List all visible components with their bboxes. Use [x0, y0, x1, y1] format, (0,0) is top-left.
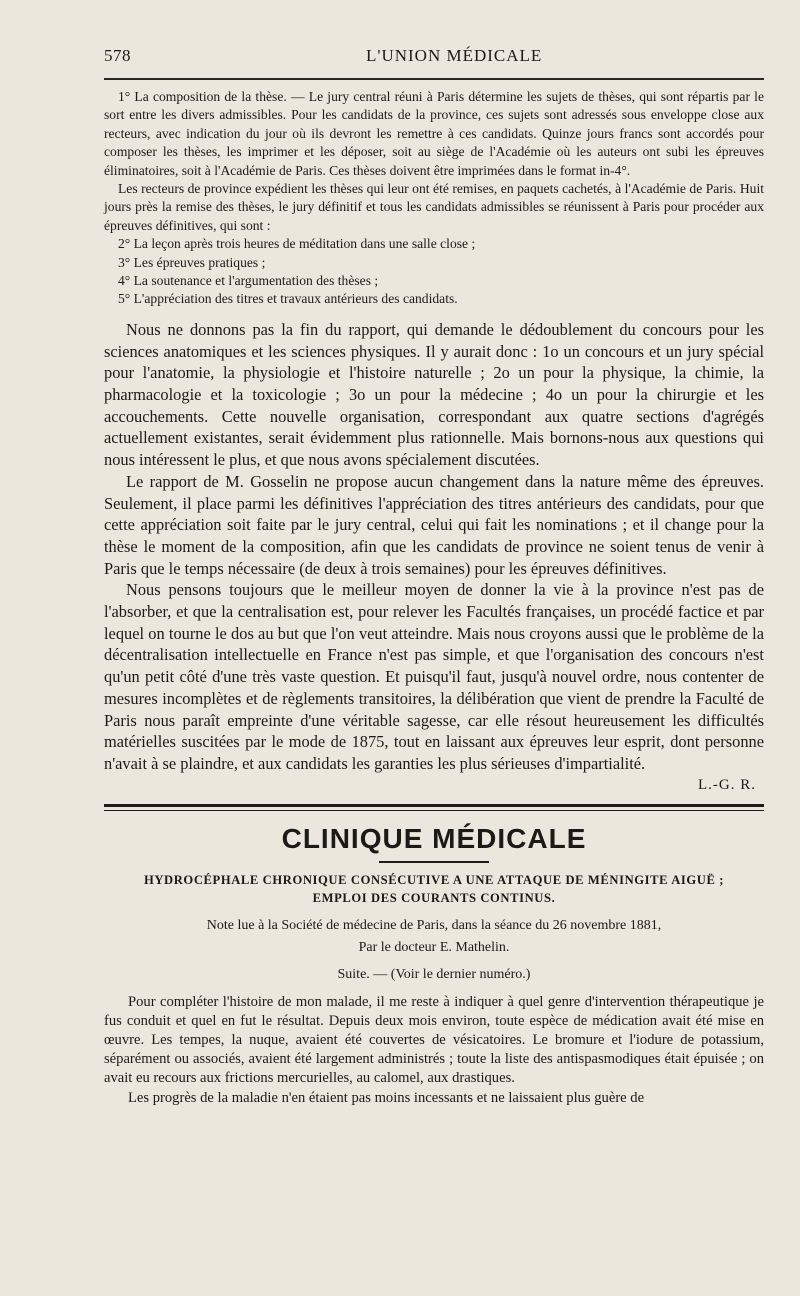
- page-number: 578: [104, 46, 131, 65]
- article-title-line-1: HYDROCÉPHALE CHRONIQUE CONSÉCUTIVE A UNE ATTAQUE DE MÉNINGITE AIGUË ;: [143, 872, 725, 887]
- suite-note: Suite. — (Voir le dernier numéro.): [337, 966, 531, 982]
- editorial-paragraph-3: Nous pensons toujours que le meilleur moyen de donner la vie à la province n'est pas de l'absorber, et que la centralisation est, pour relever les Facultés françaises, un procédé factice et par lequel on tourne le dos au but que l'on veut atteindre. Mais nous croyons aussi que le problème de la décentralisation intellectuelle en France n'est pas simple, et que l'organisation des concours n'est qu'un petit côté d'une très vaste question. Et puisqu'il faut, jusqu'à nouvel ordre, nous contenter de mesures incomplètes et de règlements transitoires, la délibération que vient de prendre la Faculté de Paris nous paraît empreinte d'une véritable sagesse, car elle résout heureusement les difficultés matérielles suscitées par le mode de 1875, tout en laissant aux épreuves leur esprit, dont personne n'avait à se plaindre, et aux candidats les garanties les plus sérieuses d'impartialité.: [104, 580, 764, 773]
- list-item: 3° Les épreuves pratiques ;: [118, 254, 266, 270]
- list-item: 5° L'appréciation des titres et travaux antérieurs des candidats.: [118, 291, 458, 307]
- section-divider: [104, 804, 764, 811]
- article-title-line-2: EMPLOI DES COURANTS CONTINUS.: [312, 890, 556, 905]
- epreuves-list: [104, 235, 764, 309]
- note-line: Note lue à la Société de médecine de Paris, dans la séance du 26 novembre 1881,: [206, 917, 662, 933]
- clinique-paragraph-2: Les progrès de la maladie n'en étaient pas moins incessants et ne laissaient plus guère de: [128, 1089, 645, 1106]
- rapport-paragraph: Les recteurs de province expédient les thèses qui leur ont été remises, en paquets cachetés, à l'Académie de Paris. Huit jours près la remise des thèses, le jury définitif et tous les candidats admissibles se réunissent à Paris pour procéder aux épreuves définitives, qui sont :: [104, 181, 764, 233]
- running-title: L'UNION MÉDICALE: [366, 46, 543, 65]
- title-underline: [379, 861, 489, 863]
- list-item: 2° La leçon après trois heures de méditation dans une salle close ;: [118, 236, 476, 252]
- editorial-paragraph-1: Nous ne donnons pas la fin du rapport, qui demande le dédoublement du concours pour les sciences anatomiques et les sciences physiques. Il y aurait donc : 1o un concours et un jury spécial pour l'anatomie, la physiologie et l'histoire naturelle ; 2o un pour la physique, la chimie, la pharmacologie et la toxicologie ; 3o un pour la médecine ; 4o un pour la chirurgie et les accouchements. Cette nouvelle organisation, correspondant aux quatre sections d'agrégés actuellement existantes, serait évidemment plus rationnelle. Mais bornons-nous aux questions qui nous intéressent le plus, et que nous avons spécialement discutées.: [104, 319, 764, 470]
- editorial-paragraph-2: Le rapport de M. Gosselin ne propose aucun changement dans la nature même des épreuves. Seulement, il place parmi les définitives l'appréciation des titres antérieurs des candidats, pour que cette appréciation soit faite par le jury central, celui qui fait les nominations ; et il change pour la thèse le moment de la composition, afin que les candidats de province ne soient tenus de venir à Paris que le temps nécessaire (de deux à trois semaines) pour les épreuves définitives.: [104, 471, 764, 578]
- header-rule: [104, 78, 764, 80]
- rapport-excerpt: [104, 88, 764, 309]
- list-item: 4° La soutenance et l'argumentation des thèses ;: [118, 273, 379, 289]
- rapport-item-1: 1° La composition de la thèse. — Le jury central réuni à Paris détermine les sujets de thèses, qui sont répartis par le sort entre les divers admissibles. Pour les candidats de la province, ces sujets sont adressés sous enveloppe close aux recteurs, avec indication du jour où ils devront les remettre à ces candidats. Quinze jours francs sont accordés pour composer les thèses, les imprimer et les déposer, soit au siège de l'Académie où les auteurs ont subi les épreuves éliminatoires, soit à l'Académie de Paris. Ces thèses doivent être imprimées dans le format in-4°.: [104, 89, 764, 178]
- clinique-text: [104, 993, 764, 1108]
- section-title: CLINIQUE MÉDICALE: [281, 822, 587, 854]
- author-line: Par le docteur E. Mathelin.: [358, 939, 510, 955]
- clinique-paragraph-1: Pour compléter l'histoire de mon malade, il me reste à indiquer à quel genre d'intervention thérapeutique je fus conduit et quel en fut le résultat. Depuis deux mois environ, toute espèce de médication avait été mise en œuvre. Les tempes, la nuque, avaient été couvertes de vésicatoires. Le bromure et l'iodure de potassium, séparément ou associés, avaient été largement administrés ; toute la liste des antispasmodiques était épuisée ; on avait eu recours aux frictions mercurielles, au calomel, aux drastiques.: [104, 993, 764, 1087]
- page-header: [104, 38, 764, 78]
- presentation-note: [104, 915, 764, 959]
- editorial-text: [104, 319, 764, 775]
- signature: L.-G. R.: [698, 776, 756, 793]
- article-title: [104, 871, 764, 907]
